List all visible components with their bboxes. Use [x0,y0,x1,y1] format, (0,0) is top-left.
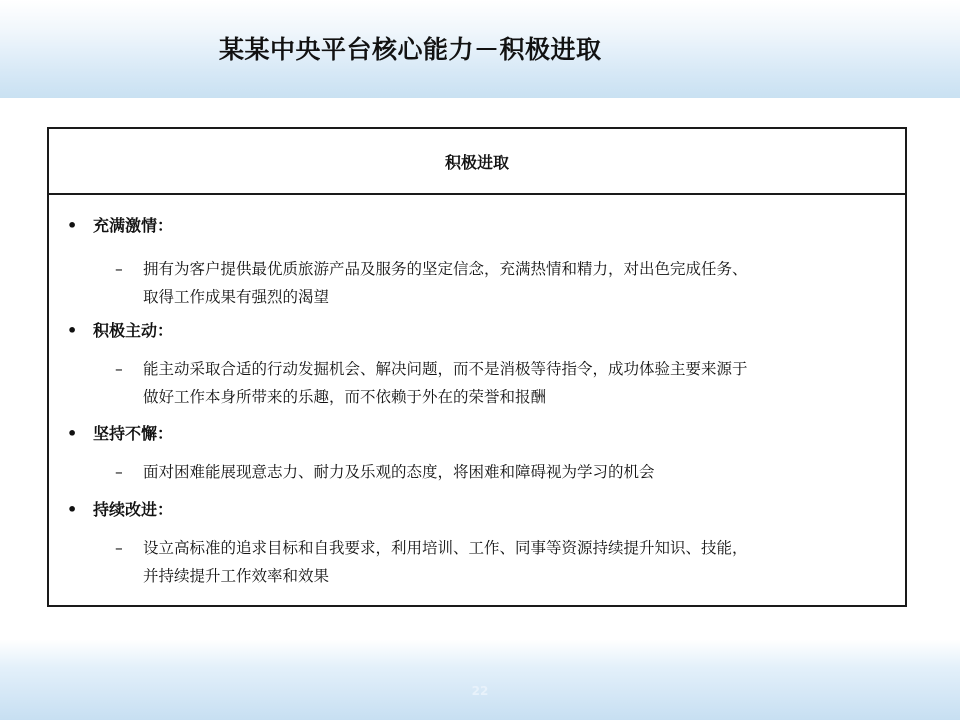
detail-line: 面对困难能展现意志力、耐力及乐观的态度，将困难和障碍视为学习的机会 [143,463,655,481]
section-heading-label: 持续改进： [93,500,174,519]
slide-title: 某某中央平台核心能力－积极进取 [219,35,602,64]
detail-line: 能主动采取合适的行动发掘机会、解决问题，而不是消极等待指令，成功体验主要来源于 [143,360,748,378]
bullet-icon: • [67,321,78,340]
section-detail-persistence [115,458,655,486]
section-heading-passion [67,214,173,238]
section-heading-label: 坚持不懈： [93,424,174,443]
detail-line: 设立高标准的追求目标和自我要求，利用培训、工作、同事等资源持续提升知识、技能， [143,539,748,557]
dash-icon: – [115,260,123,278]
section-heading-proactive [67,319,173,343]
box-heading: 积极进取 [49,129,905,195]
detail-line: 并持续提升工作效率和效果 [143,567,330,585]
detail-line: 做好工作本身所带来的乐趣，而不依赖于外在的荣誉和报酬 [143,388,547,406]
section-detail-passion [115,255,748,311]
dash-icon: – [115,539,123,557]
section-heading-label: 积极主动： [93,321,174,340]
section-heading-persistence [67,422,173,446]
section-detail-proactive [115,355,748,411]
footer-band [0,640,960,720]
bullet-icon: • [67,424,78,443]
section-heading-label: 充满激情： [93,216,174,235]
page-number: 22 [471,684,489,698]
detail-line: 取得工作成果有强烈的渴望 [143,288,330,306]
section-heading-improvement [67,498,173,522]
bullet-icon: • [67,500,78,519]
detail-line: 拥有为客户提供最优质旅游产品及服务的坚定信念，充满热情和精力，对出色完成任务、 [143,260,748,278]
section-detail-improvement [115,534,748,590]
dash-icon: – [115,463,123,481]
dash-icon: – [115,360,123,378]
bullet-icon: • [67,216,78,235]
content-box [47,127,907,607]
